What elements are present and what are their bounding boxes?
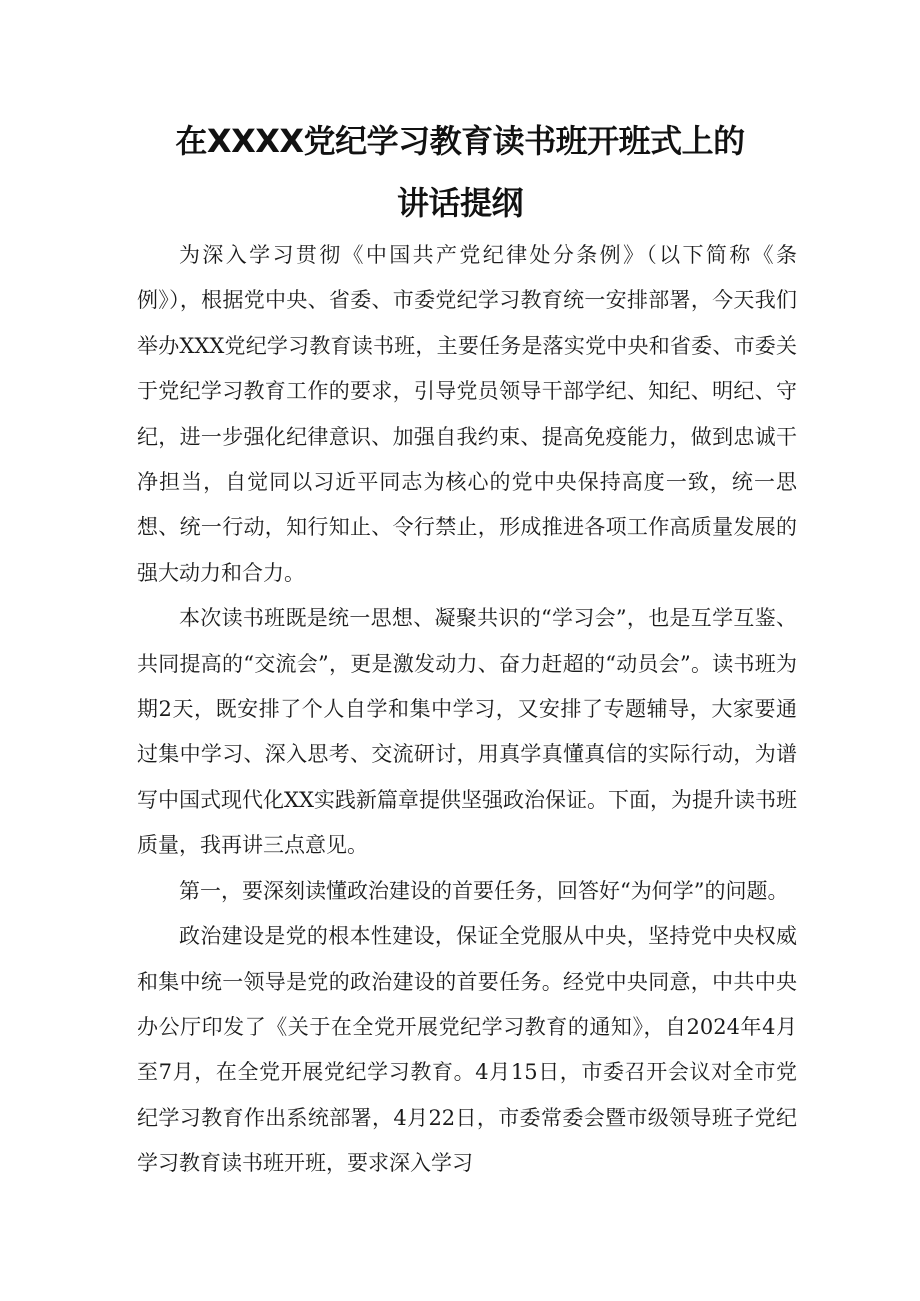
paragraph-reading-class: 本次读书班既是统一思想、凝聚共识的“学习会”，也是互学互鉴、共同提高的“交流会”，更是激发动力、奋力赶超的“动员会”。读书班为期2天，既安排了个人自学和集中学习，又安排了专题辅导，大家要通过集中学习、深入思考、交流研讨，用真学真懂真信的实际行动，为谱写中国式现代化XX实践新篇章提供坚强政治保证。下面，为提升读书班质量，我再讲三点意见。 [137, 606, 797, 858]
paragraph-political-building: 政治建设是党的根本性建设，保证全党服从中央，坚持党中央权威和集中统一领导是党的政治建设的首要任务。经党中央同意，中共中央办公厅印发了《关于在全党开展党纪学习教育的通知》，自2024年4月至7月，在全党开展党纪学习教育。4月15日，市委召开会议对全市党纪学习教育作出系统部署，4月22日，市委常委会暨市级领导班子党纪学习教育读书班开班，要求深入学习 [137, 924, 797, 1176]
document-title-line-2: 讲话提纲 [396, 184, 523, 222]
document-title-line-1: 在XXXX党纪学习教育读书班开班式上的 [175, 122, 745, 160]
paragraph-intro: 为深入学习贯彻《中国共产党纪律处分条例》（以下简称《条例》），根据党中央、省委、市委党纪学习教育统一安排部署，今天我们举办XXX党纪学习教育读书班，主要任务是落实党中央和省委、市委关于党纪学习教育工作的要求，引导党员领导干部学纪、知纪、明纪、守纪，进一步强化纪律意识、加强自我约束、提高免疫能力，做到忠诚干净担当，自觉同以习近平同志为核心的党中央保持高度一致，统一思想、统一行动，知行知止、令行禁止，形成推进各项工作高质量发展的强大动力和合力。 [137, 243, 797, 585]
document-body [137, 233, 797, 1187]
paragraph-section-one-heading: 第一，要深刻读懂政治建设的首要任务，回答好“为何学”的问题。 [179, 878, 789, 903]
